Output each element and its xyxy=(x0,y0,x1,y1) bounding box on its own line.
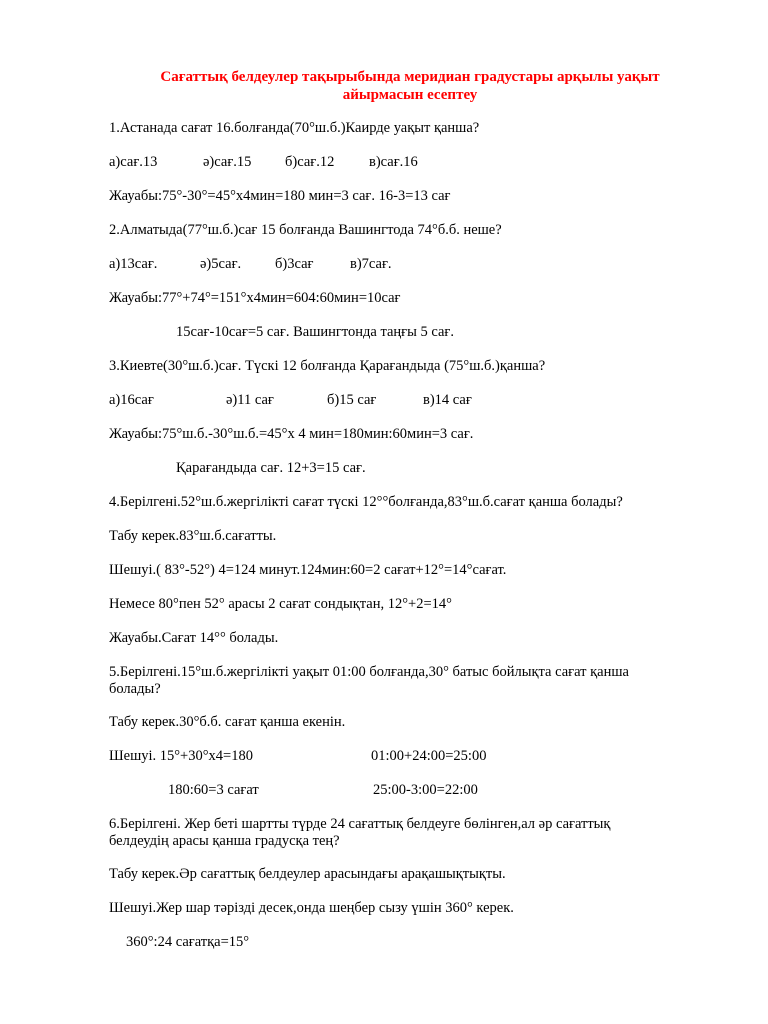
q5-given: 5.Берілгені.15°ш.б.жергілікті уақыт 01:00 болғанда,30° батыс бойлықта сағат қанша болады? xyxy=(109,664,629,697)
q3-answer-2: Қарағандыда сағ. 12+3=15 сағ. xyxy=(176,460,366,476)
q1-option-b: ә)сағ.15 xyxy=(203,154,252,170)
q2-option-a: а)13сағ. xyxy=(109,256,158,272)
q4-answer: Жауабы.Сағат 14°° болады. xyxy=(109,630,279,646)
q2-option-b: ә)5сағ. xyxy=(200,256,242,272)
q1-option-a: а)сағ.13 xyxy=(109,154,158,170)
q6-result: 360°:24 сағатқа=15° xyxy=(126,934,250,950)
q4-given: 4.Берілгені.52°ш.б.жергілікті сағат түскі 12°°болғанда,83°ш.б.сағат қанша болады? xyxy=(109,494,623,510)
q3-answer: Жауабы:75°ш.б.-30°ш.б.=45°х 4 мин=180мин:60мин=3 сағ. xyxy=(109,426,474,442)
q5-line2-right: 25:00-3:00=22:00 xyxy=(373,782,478,798)
q5-find: Табу керек.30°б.б. сағат қанша екенін. xyxy=(109,714,346,730)
q4-alternative: Немесе 80°пен 52° арасы 2 сағат сондықтан, 12°+2=14° xyxy=(109,596,452,612)
q3-option-b: ә)11 сағ xyxy=(226,392,274,408)
q2-question: 2.Алматыда(77°ш.б.)сағ 15 болғанда Вашингтода 74°б.б. неше? xyxy=(109,222,502,238)
q2-option-d: в)7сағ. xyxy=(350,256,392,272)
q2-option-c: б)3сағ xyxy=(275,256,314,272)
q3-option-d: в)14 сағ xyxy=(423,392,472,408)
q4-find: Табу керек.83°ш.б.сағатты. xyxy=(109,528,277,544)
q2-answer: Жауабы:77°+74°=151°х4мин=604:60мин=10сағ xyxy=(109,290,401,306)
q3-option-a: а)16сағ xyxy=(109,392,154,408)
q3-option-c: б)15 сағ xyxy=(327,392,377,408)
q4-solution: Шешуі.( 83°-52°) 4=124 минут.124мин:60=2 сағат+12°=14°сағат. xyxy=(109,562,507,578)
q2-answer-2: 15сағ-10сағ=5 сағ. Вашингтонда таңғы 5 сағ. xyxy=(176,324,454,340)
document-title: Сағаттық белдеулер тақырыбында меридиан градустары арқылы уақыт айырмасын есептеу xyxy=(160,69,660,103)
q6-find: Табу керек.Әр сағаттық белдеулер арасындағы арақашықтықты. xyxy=(109,866,506,882)
q1-question: 1.Астанада сағат 16.болғанда(70°ш.б.)Каирде уақыт қанша? xyxy=(109,120,480,136)
q3-question: 3.Киевте(30°ш.б.)сағ. Түскі 12 болғанда Қарағандыда (75°ш.б.)қанша? xyxy=(109,358,546,374)
q5-line2-left: 180:60=3 сағат xyxy=(168,782,259,798)
q1-option-c: б)сағ.12 xyxy=(285,154,335,170)
q1-option-d: в)сағ.16 xyxy=(369,154,418,170)
q5-solution-left: Шешуі. 15°+30°х4=180 xyxy=(109,748,253,764)
q1-answer: Жауабы:75°-30°=45°х4мин=180 мин=3 сағ. 16-3=13 сағ xyxy=(109,188,451,204)
q6-given: 6.Берілгені. Жер беті шартты түрде 24 сағаттық белдеуге бөлінген,ал әр сағаттық белдеудің арасы қанша градусқа тең? xyxy=(109,816,611,849)
q6-solution: Шешуі.Жер шар тәрізді десек,онда шеңбер сызу үшін 360° керек. xyxy=(109,900,514,916)
q5-solution-right: 01:00+24:00=25:00 xyxy=(371,748,487,764)
